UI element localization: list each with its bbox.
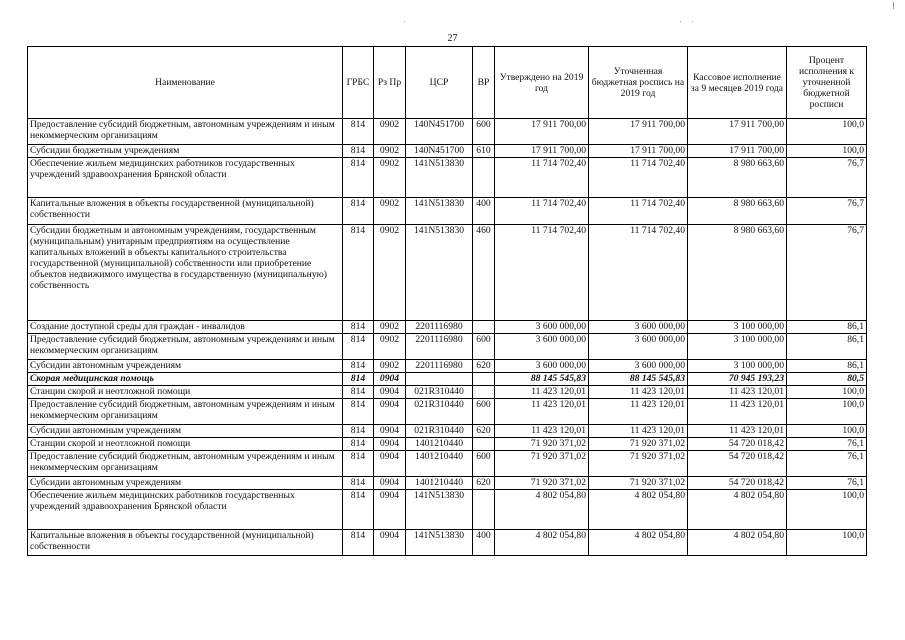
cell-name: Капитальные вложения в объекты государственной (муниципальной) собственности	[28, 198, 343, 225]
cell-csr: 141N513830	[406, 530, 473, 556]
cell-rzpr: 0904	[374, 477, 406, 490]
cell-percent: 76,1	[787, 477, 867, 490]
cell-csr: 140N451700	[406, 119, 473, 145]
cell-grbs: 814	[343, 425, 374, 438]
cell-refined: 3 600 000,00	[589, 334, 688, 360]
cell-rzpr: 0902	[374, 321, 406, 334]
cell-grbs: 814	[343, 490, 374, 530]
cell-approved: 11 714 702,40	[495, 158, 589, 198]
cell-refined: 71 920 371,02	[589, 477, 688, 490]
cell-grbs: 814	[343, 119, 374, 145]
cell-rzpr: 0904	[374, 490, 406, 530]
cell-refined: 11 714 702,40	[589, 158, 688, 198]
cell-executed: 8 980 663,60	[688, 225, 787, 321]
cell-approved: 11 714 702,40	[495, 198, 589, 225]
column-header: Кассовое исполнение за 9 месяцев 2019 года	[688, 47, 787, 119]
cell-percent: 76,1	[787, 438, 867, 451]
cell-percent: 100,0	[787, 145, 867, 158]
table-header-row	[28, 47, 867, 119]
table-row	[28, 225, 867, 321]
cell-vr: 600	[473, 334, 495, 360]
table-row	[28, 425, 867, 438]
cell-percent: 86,1	[787, 334, 867, 360]
cell-rzpr: 0902	[374, 360, 406, 373]
cell-percent: 76,7	[787, 158, 867, 198]
cell-vr: 400	[473, 198, 495, 225]
cell-vr	[473, 373, 495, 386]
cell-approved: 3 600 000,00	[495, 321, 589, 334]
cell-csr: 1401210440	[406, 451, 473, 477]
cell-vr: 400	[473, 530, 495, 556]
cell-refined: 4 802 054,80	[589, 490, 688, 530]
table-row	[28, 438, 867, 451]
cell-vr	[473, 158, 495, 198]
cell-executed: 3 100 000,00	[688, 321, 787, 334]
cell-vr: 610	[473, 145, 495, 158]
cell-csr: 021R310440	[406, 425, 473, 438]
cell-approved: 17 911 700,00	[495, 145, 589, 158]
cell-approved: 71 920 371,02	[495, 438, 589, 451]
cell-vr: 600	[473, 399, 495, 425]
cell-approved: 11 423 120,01	[495, 399, 589, 425]
column-header: Наименование	[28, 47, 343, 119]
table-row	[28, 158, 867, 198]
column-header: ВР	[473, 47, 495, 119]
cell-csr: 141N513830	[406, 225, 473, 321]
cell-name: Станции скорой и неотложной помощи	[28, 386, 343, 399]
cell-executed: 54 720 018,42	[688, 477, 787, 490]
cell-vr: 620	[473, 360, 495, 373]
cell-executed: 4 802 054,80	[688, 490, 787, 530]
cell-executed: 54 720 018,42	[688, 451, 787, 477]
cell-refined: 17 911 700,00	[589, 145, 688, 158]
cell-approved: 3 600 000,00	[495, 360, 589, 373]
cell-vr	[473, 490, 495, 530]
cell-approved: 71 920 371,02	[495, 477, 589, 490]
cell-name: Субсидии бюджетным и автономным учреждениям, государственным (муниципальным) унитарным предприятиям на осуществление капитальных вложений в объекты капитального строительства государственной (муниципальной) собственности или приобретение объектов недвижимого имущества в государственную (муниципальную) собственность	[28, 225, 343, 321]
cell-vr	[473, 321, 495, 334]
cell-refined: 11 714 702,40	[589, 225, 688, 321]
scan-speck	[692, 21, 693, 22]
cell-rzpr: 0902	[374, 145, 406, 158]
cell-csr: 2201116980	[406, 334, 473, 360]
table-row	[28, 373, 867, 386]
table-row	[28, 477, 867, 490]
cell-refined: 17 911 700,00	[589, 119, 688, 145]
table-row	[28, 399, 867, 425]
cell-approved: 88 145 545,83	[495, 373, 589, 386]
cell-name: Предоставление субсидий бюджетным, автономным учреждениям и иным некоммерческим организациям	[28, 451, 343, 477]
cell-name: Предоставление субсидий бюджетным, автономным учреждениям и иным некоммерческим организациям	[28, 334, 343, 360]
column-header: Процент исполнения к уточненной бюджетной росписи	[787, 47, 867, 119]
cell-percent: 80,5	[787, 373, 867, 386]
cell-executed: 17 911 700,00	[688, 119, 787, 145]
cell-csr: 2201116980	[406, 321, 473, 334]
table-row	[28, 119, 867, 145]
cell-name: Капитальные вложения в объекты государственной (муниципальной) собственности	[28, 530, 343, 556]
table-row	[28, 334, 867, 360]
cell-grbs: 814	[343, 386, 374, 399]
cell-vr	[473, 438, 495, 451]
table-row	[28, 386, 867, 399]
cell-name: Станции скорой и неотложной помощи	[28, 438, 343, 451]
cell-vr: 600	[473, 451, 495, 477]
cell-executed: 11 423 120,01	[688, 386, 787, 399]
cell-name: Субсидии автономным учреждениям	[28, 477, 343, 490]
cell-approved: 17 911 700,00	[495, 119, 589, 145]
table-row	[28, 530, 867, 556]
cell-vr: 600	[473, 119, 495, 145]
table-row	[28, 490, 867, 530]
cell-name: Скорая медицинская помощь	[28, 373, 343, 386]
cell-grbs: 814	[343, 530, 374, 556]
cell-percent: 76,7	[787, 225, 867, 321]
cell-grbs: 814	[343, 334, 374, 360]
cell-refined: 4 802 054,80	[589, 530, 688, 556]
cell-executed: 11 423 120,01	[688, 399, 787, 425]
budget-execution-table	[27, 46, 867, 556]
cell-rzpr: 0904	[374, 438, 406, 451]
cell-csr: 021R310440	[406, 386, 473, 399]
cell-rzpr: 0902	[374, 334, 406, 360]
cell-percent: 100,0	[787, 490, 867, 530]
column-header: ЦСР	[406, 47, 473, 119]
cell-percent: 76,7	[787, 198, 867, 225]
cell-executed: 54 720 018,42	[688, 438, 787, 451]
cell-refined: 11 423 120,01	[589, 386, 688, 399]
cell-csr: 141N513830	[406, 490, 473, 530]
cell-approved: 11 423 120,01	[495, 386, 589, 399]
table-body	[28, 119, 867, 556]
cell-name: Субсидии автономным учреждениям	[28, 425, 343, 438]
cell-grbs: 814	[343, 451, 374, 477]
cell-executed: 11 423 120,01	[688, 425, 787, 438]
cell-percent: 100,0	[787, 119, 867, 145]
cell-rzpr: 0904	[374, 451, 406, 477]
cell-rzpr: 0904	[374, 386, 406, 399]
cell-name: Предоставление субсидий бюджетным, автономным учреждениям и иным некоммерческим организациям	[28, 119, 343, 145]
cell-approved: 4 802 054,80	[495, 530, 589, 556]
column-header: Рз Пр	[374, 47, 406, 119]
cell-csr: 2201116980	[406, 360, 473, 373]
page-number: 27	[447, 33, 458, 44]
cell-rzpr: 0904	[374, 399, 406, 425]
cell-vr	[473, 386, 495, 399]
table-row	[28, 451, 867, 477]
scan-speck	[680, 21, 681, 22]
cell-grbs: 814	[343, 399, 374, 425]
cell-rzpr: 0902	[374, 119, 406, 145]
cell-executed: 3 100 000,00	[688, 334, 787, 360]
cell-executed: 8 980 663,60	[688, 158, 787, 198]
scan-speck	[404, 21, 405, 22]
cell-grbs: 814	[343, 360, 374, 373]
table-row	[28, 145, 867, 158]
cell-grbs: 814	[343, 373, 374, 386]
cell-refined: 3 600 000,00	[589, 321, 688, 334]
cell-name: Обеспечение жильем медицинских работников государственных учреждений здравоохранения Брянской области	[28, 490, 343, 530]
cell-rzpr: 0904	[374, 425, 406, 438]
cell-csr: 140N451700	[406, 145, 473, 158]
cell-rzpr: 0902	[374, 225, 406, 321]
cell-executed: 4 802 054,80	[688, 530, 787, 556]
cell-rzpr: 0904	[374, 530, 406, 556]
cell-percent: 100,0	[787, 425, 867, 438]
cell-refined: 11 423 120,01	[589, 425, 688, 438]
cell-grbs: 814	[343, 225, 374, 321]
cell-executed: 70 945 193,23	[688, 373, 787, 386]
cell-csr: 141N513830	[406, 198, 473, 225]
cell-approved: 11 714 702,40	[495, 225, 589, 321]
cell-vr: 460	[473, 225, 495, 321]
cell-grbs: 814	[343, 477, 374, 490]
cell-refined: 71 920 371,02	[589, 438, 688, 451]
cell-approved: 4 802 054,80	[495, 490, 589, 530]
cell-refined: 88 145 545,83	[589, 373, 688, 386]
cell-rzpr: 0904	[374, 373, 406, 386]
cell-approved: 3 600 000,00	[495, 334, 589, 360]
cell-csr: 021R310440	[406, 399, 473, 425]
cell-grbs: 814	[343, 198, 374, 225]
cell-vr: 620	[473, 425, 495, 438]
cell-percent: 76,1	[787, 451, 867, 477]
column-header: Утверждено на 2019 год	[495, 47, 589, 119]
cell-name: Создание доступной среды для граждан - инвалидов	[28, 321, 343, 334]
cell-refined: 11 423 120,01	[589, 399, 688, 425]
column-header: ГРБС	[343, 47, 374, 119]
cell-rzpr: 0902	[374, 198, 406, 225]
table-row	[28, 360, 867, 373]
cell-executed: 8 980 663,60	[688, 198, 787, 225]
column-header: Уточненная бюджетная роспись на 2019 год	[589, 47, 688, 119]
cell-percent: 86,1	[787, 321, 867, 334]
cell-percent: 100,0	[787, 399, 867, 425]
cell-vr: 620	[473, 477, 495, 490]
cell-csr: 1401210440	[406, 477, 473, 490]
scan-speck	[893, 2, 894, 9]
cell-name: Субсидии бюджетным учреждениям	[28, 145, 343, 158]
cell-csr: 1401210440	[406, 438, 473, 451]
cell-refined: 11 714 702,40	[589, 198, 688, 225]
table-row	[28, 321, 867, 334]
cell-rzpr: 0902	[374, 158, 406, 198]
cell-refined: 3 600 000,00	[589, 360, 688, 373]
cell-percent: 86,1	[787, 360, 867, 373]
cell-name: Субсидии автономным учреждениям	[28, 360, 343, 373]
cell-name: Обеспечение жильем медицинских работников государственных учреждений здравоохранения Брянской области	[28, 158, 343, 198]
cell-grbs: 814	[343, 145, 374, 158]
cell-grbs: 814	[343, 438, 374, 451]
cell-refined: 71 920 371,02	[589, 451, 688, 477]
cell-percent: 100,0	[787, 530, 867, 556]
table-row	[28, 198, 867, 225]
cell-grbs: 814	[343, 158, 374, 198]
cell-grbs: 814	[343, 321, 374, 334]
cell-csr: 141N513830	[406, 158, 473, 198]
cell-csr	[406, 373, 473, 386]
cell-percent: 100,0	[787, 386, 867, 399]
cell-approved: 11 423 120,01	[495, 425, 589, 438]
cell-name: Предоставление субсидий бюджетным, автономным учреждениям и иным некоммерческим организациям	[28, 399, 343, 425]
cell-approved: 71 920 371,02	[495, 451, 589, 477]
cell-executed: 3 100 000,00	[688, 360, 787, 373]
cell-executed: 17 911 700,00	[688, 145, 787, 158]
